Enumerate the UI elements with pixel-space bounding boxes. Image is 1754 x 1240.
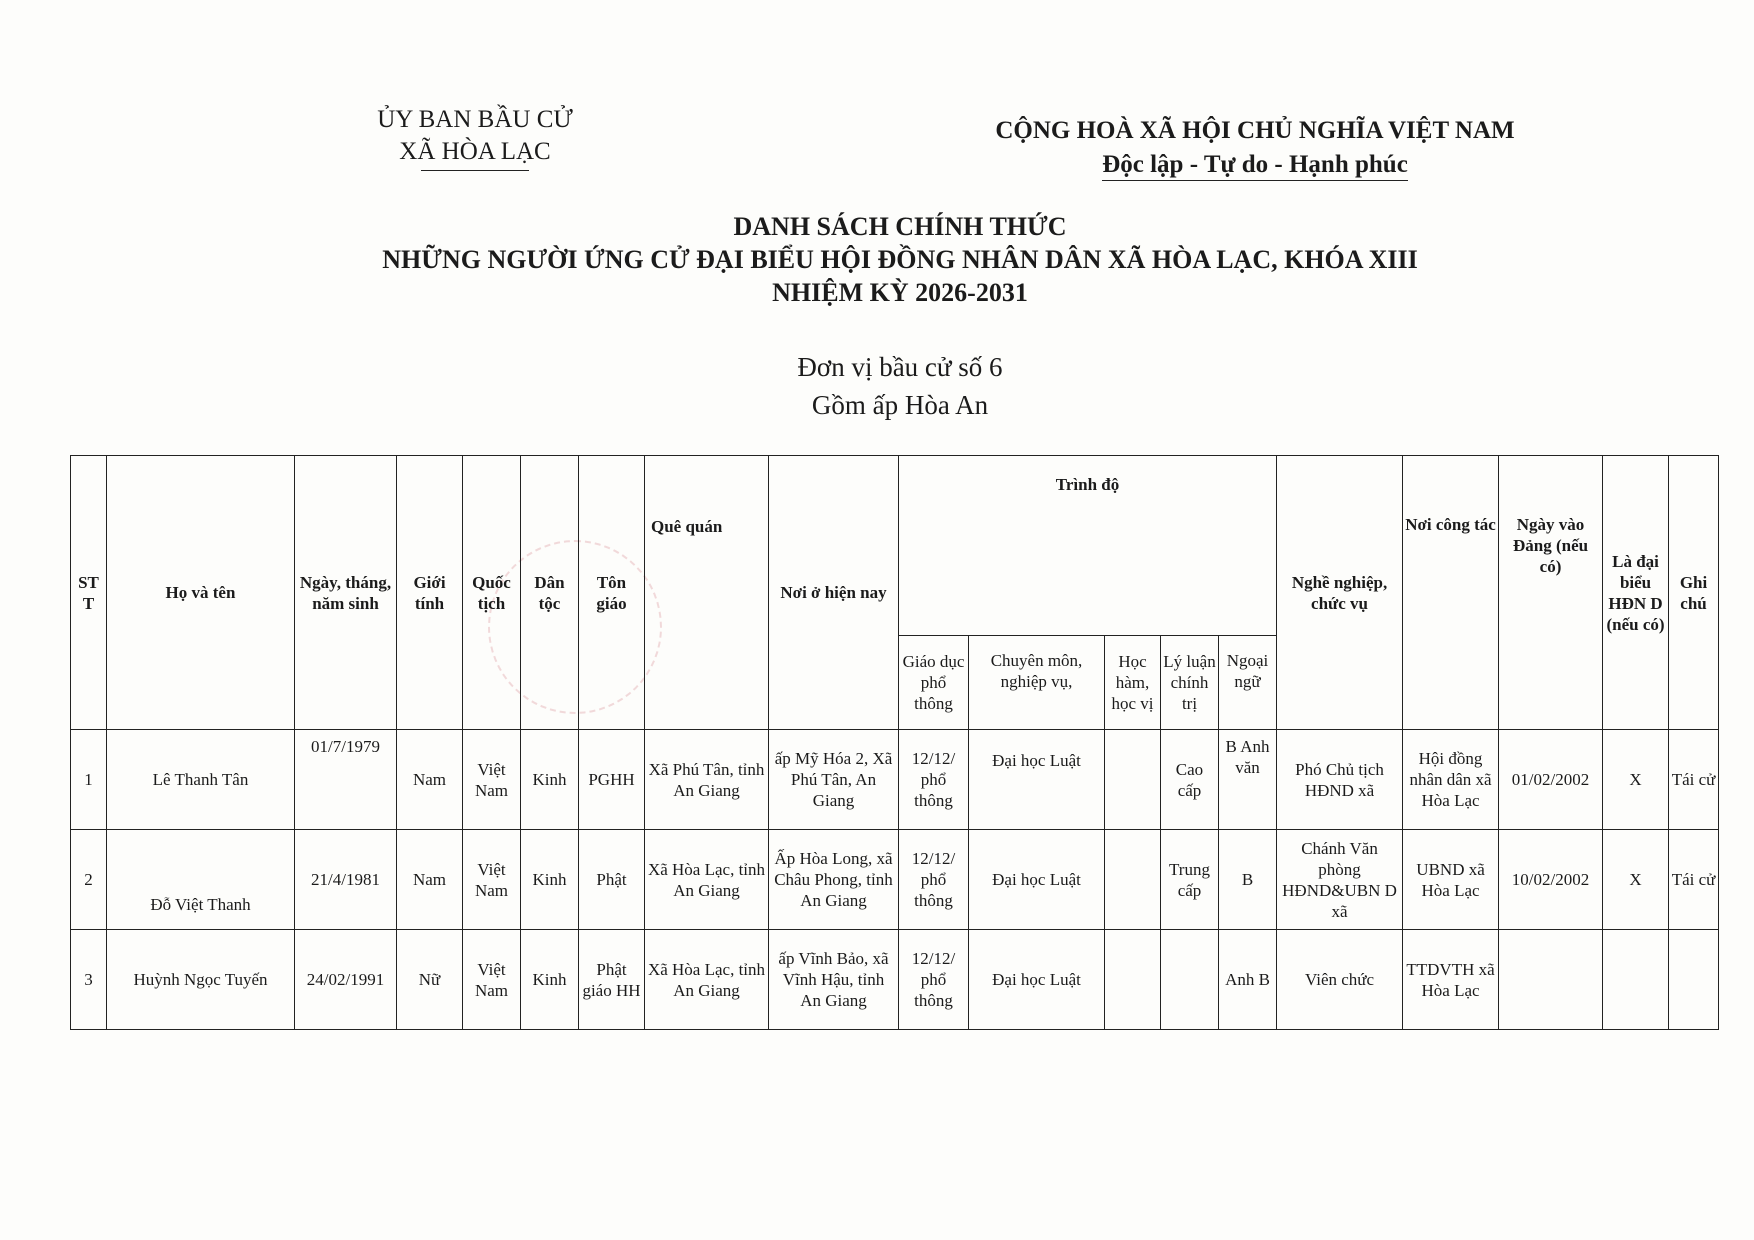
cell-religion: Phật (579, 830, 645, 930)
cell-level-academic (1105, 930, 1161, 1030)
col-stt: ST T (71, 456, 107, 730)
col-nationality: Quốc tịch (463, 456, 521, 730)
cell-name: Huỳnh Ngọc Tuyến (107, 930, 295, 1030)
cell-stt: 1 (71, 730, 107, 830)
cell-religion: PGHH (579, 730, 645, 830)
cell-level-professional: Đại học Luật (969, 730, 1105, 830)
cell-religion: Phật giáo HH (579, 930, 645, 1030)
cell-stt: 3 (71, 930, 107, 1030)
candidate-table (70, 455, 1719, 1030)
col-is-delegate: Là đại biểu HĐN D (nếu có) (1603, 456, 1669, 730)
col-dob: Ngày, tháng, năm sinh (295, 456, 397, 730)
cell-hometown: Xã Hòa Lạc, tỉnh An Giang (645, 930, 769, 1030)
unit-number: Đơn vị bầu cử số 6 (797, 352, 1003, 382)
cell-dob: 01/7/1979 (295, 730, 397, 830)
electoral-unit (600, 348, 1200, 424)
cell-note (1669, 930, 1719, 1030)
cell-occupation: Chánh Văn phòng HĐND&UBN D xã (1277, 830, 1403, 930)
national-motto: Độc lập - Tự do - Hạnh phúc (1102, 150, 1408, 181)
cell-ethnicity: Kinh (521, 930, 579, 1030)
cell-dob: 24/02/1991 (295, 930, 397, 1030)
table-row (71, 830, 1719, 930)
cell-gender: Nữ (397, 930, 463, 1030)
authority-line2: XÃ HÒA LẠC (399, 138, 551, 165)
cell-level-professional: Đại học Luật (969, 830, 1105, 930)
cell-residence: ấp Mỹ Hóa 2, Xã Phú Tân, An Giang (769, 730, 899, 830)
col-level-general: Giáo dục phổ thông (899, 636, 969, 730)
cell-level-general: 12/12/ phổ thông (899, 830, 969, 930)
cell-residence: Ấp Hòa Long, xã Châu Phong, tỉnh An Giang (769, 830, 899, 930)
cell-ethnicity: Kinh (521, 730, 579, 830)
cell-level-academic (1105, 830, 1161, 930)
cell-level-political: Trung cấp (1161, 830, 1219, 930)
title-line1: DANH SÁCH CHÍNH THỨC (733, 212, 1067, 241)
issuing-authority (330, 104, 620, 171)
document-title (200, 210, 1600, 309)
col-religion: Tôn giáo (579, 456, 645, 730)
unit-area: Gồm ấp Hòa An (811, 390, 989, 420)
col-note: Ghi chú (1669, 456, 1719, 730)
cell-gender: Nam (397, 730, 463, 830)
cell-level-academic (1105, 730, 1161, 830)
cell-name: Lê Thanh Tân (107, 730, 295, 830)
cell-workplace: TTDVTH xã Hòa Lạc (1403, 930, 1499, 1030)
cell-note: Tái cử (1669, 730, 1719, 830)
cell-party-date: 10/02/2002 (1499, 830, 1603, 930)
authority-underline (421, 170, 529, 171)
cell-note: Tái cử (1669, 830, 1719, 930)
col-level-language: Ngoại ngữ (1219, 636, 1277, 730)
cell-occupation: Viên chức (1277, 930, 1403, 1030)
title-line3: NHIỆM KỲ 2026-2031 (772, 278, 1028, 307)
col-gender: Giới tính (397, 456, 463, 730)
cell-party-date (1499, 930, 1603, 1030)
title-line2: NHỮNG NGƯỜI ỨNG CỬ ĐẠI BIỂU HỘI ĐỒNG NHÂN DÂN XÃ HÒA LẠC, KHÓA XIII (382, 245, 1418, 274)
cell-dob: 21/4/1981 (295, 830, 397, 930)
col-workplace: Nơi công tác (1403, 456, 1499, 730)
cell-party-date: 01/02/2002 (1499, 730, 1603, 830)
cell-nationality: Việt Nam (463, 830, 521, 930)
cell-name: Đỗ Việt Thanh (107, 830, 295, 930)
cell-is-delegate: X (1603, 830, 1669, 930)
cell-residence: ấp Vĩnh Bảo, xã Vĩnh Hậu, tỉnh An Giang (769, 930, 899, 1030)
col-name: Họ và tên (107, 456, 295, 730)
cell-nationality: Việt Nam (463, 930, 521, 1030)
cell-level-general: 12/12/ phổ thông (899, 930, 969, 1030)
cell-level-political (1161, 930, 1219, 1030)
cell-occupation: Phó Chủ tịch HĐND xã (1277, 730, 1403, 830)
cell-level-political: Cao cấp (1161, 730, 1219, 830)
col-level: Trình độ (899, 456, 1277, 636)
col-ethnicity: Dân tộc (521, 456, 579, 730)
col-party-date: Ngày vào Đảng (nếu có) (1499, 456, 1603, 730)
cell-nationality: Việt Nam (463, 730, 521, 830)
cell-level-language: B Anh văn (1219, 730, 1277, 830)
cell-hometown: Xã Phú Tân, tỉnh An Giang (645, 730, 769, 830)
national-name: CỘNG HOÀ XÃ HỘI CHỦ NGHĨA VIỆT NAM (995, 117, 1515, 144)
col-level-political: Lý luận chính trị (1161, 636, 1219, 730)
col-level-professional: Chuyên môn, nghiệp vụ, (969, 636, 1105, 730)
cell-level-general: 12/12/ phổ thông (899, 730, 969, 830)
cell-is-delegate (1603, 930, 1669, 1030)
col-level-academic: Học hàm, học vị (1105, 636, 1161, 730)
table-row (71, 730, 1719, 830)
col-occupation: Nghề nghiệp, chức vụ (1277, 456, 1403, 730)
cell-level-professional: Đại học Luật (969, 930, 1105, 1030)
cell-stt: 2 (71, 830, 107, 930)
cell-gender: Nam (397, 830, 463, 930)
national-heading (960, 114, 1550, 182)
table-row (71, 930, 1719, 1030)
cell-workplace: UBND xã Hòa Lạc (1403, 830, 1499, 930)
col-hometown: Quê quán (645, 456, 769, 730)
col-residence: Nơi ở hiện nay (769, 456, 899, 730)
cell-level-language: Anh B (1219, 930, 1277, 1030)
cell-level-language: B (1219, 830, 1277, 930)
cell-hometown: Xã Hòa Lạc, tỉnh An Giang (645, 830, 769, 930)
cell-ethnicity: Kinh (521, 830, 579, 930)
authority-line1: ỦY BAN BẦU CỬ (377, 106, 573, 133)
cell-is-delegate: X (1603, 730, 1669, 830)
cell-workplace: Hội đồng nhân dân xã Hòa Lạc (1403, 730, 1499, 830)
